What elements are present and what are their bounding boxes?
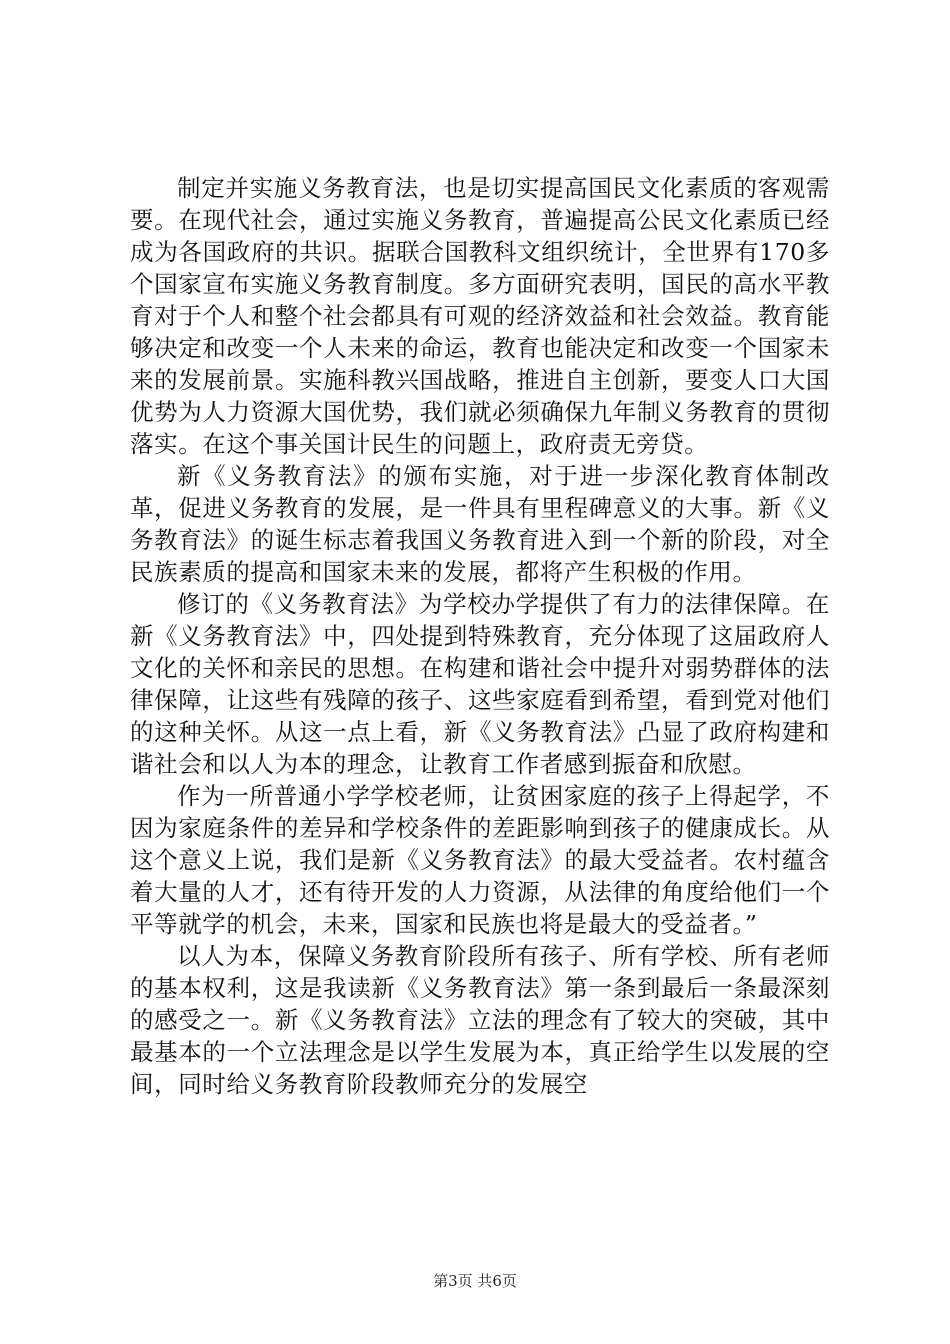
paragraph-4: 作为一所普通小学学校老师，让贫困家庭的孩子上得起学，不因为家庭条件的差异和学校条件的差距影响到孩子的健康成长。从这个意义上说，我们是新《义务教育法》的最大受益者。农村蕴含着大量的人才，还有待开发的人力资源，从法律的角度给他们一个平等就学的机会，未来，国家和民族也将是最大的受益者。” bbox=[130, 782, 830, 938]
paragraph-5: 以人为本，保障义务教育阶段所有孩子、所有学校、所有老师的基本权利，这是我读新《义务教育法》第一条到最后一条最深刻的感受之一。新《义务教育法》立法的理念有了较大的突破，其中最基本的一个立法理念是以学生发展为本，真正给学生以发展的空间，同时给义务教育阶段教师充分的发展空 bbox=[130, 942, 830, 1098]
paragraph-2: 新《义务教育法》的颁布实施，对于进一步深化教育体制改革，促进义务教育的发展，是一件具有里程碑意义的大事。新《义务教育法》的诞生标志着我国义务教育进入到一个新的阶段，对全民族素质的提高和国家未来的发展，都将产生积极的作用。 bbox=[130, 462, 830, 586]
paragraph-1: 制定并实施义务教育法，也是切实提高国民文化素质的客观需要。在现代社会，通过实施义务教育，普遍提高公民文化素质已经成为各国政府的共识。据联合国教科文组织统计，全世界有170多个国家宣布实施义务教育制度。多方面研究表明，国民的高水平教育对于个人和整个社会都具有可观的经济效益和社会效益。教育能够决定和改变一个人未来的命运，教育也能决定和改变一个国家未来的发展前景。实施科教兴国战略，推进自主创新，要变人口大国优势为人力资源大国优势，我们就必须确保九年制义务教育的贯彻落实。在这个事关国计民生的问题上，政府责无旁贷。 bbox=[130, 174, 830, 458]
document-body bbox=[130, 172, 830, 1100]
page-number-footer: 第3页 共6页 bbox=[433, 1272, 517, 1290]
paragraph-3: 修订的《义务教育法》为学校办学提供了有力的法律保障。在新《义务教育法》中，四处提到特殊教育，充分体现了这届政府人文化的关怀和亲民的思想。在构建和谐社会中提升对弱势群体的法律保障，让这些有残障的孩子、这些家庭看到希望，看到党对他们的这种关怀。从这一点上看，新《义务教育法》凸显了政府构建和谐社会和以人为本的理念，让教育工作者感到振奋和欣慰。 bbox=[130, 590, 830, 778]
